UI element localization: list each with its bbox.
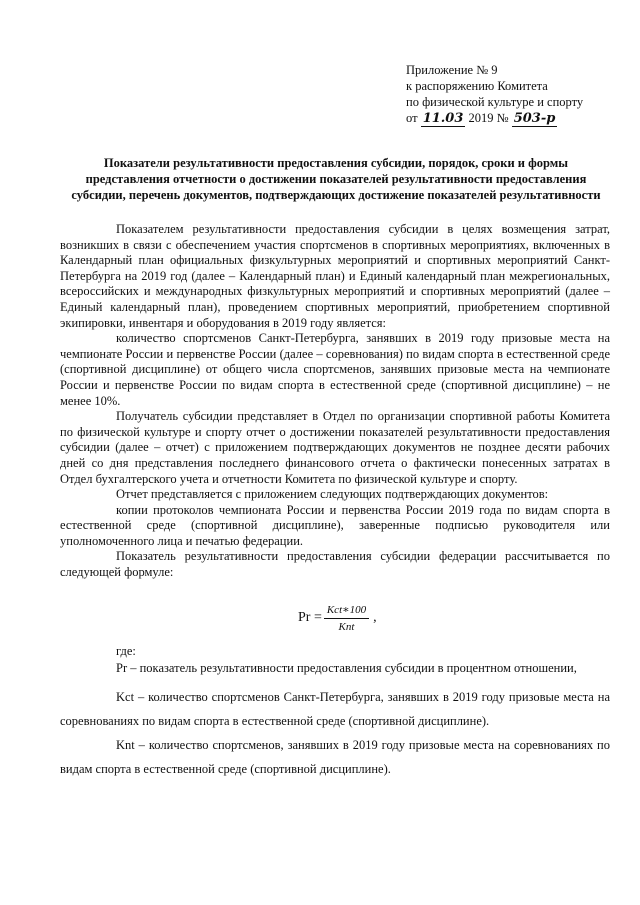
annex-header bbox=[406, 62, 606, 127]
definition-pr: Pr – показатель результативности предоставления субсидии в процентном отношении, bbox=[116, 661, 577, 675]
formula-numerator: Kct∗100 bbox=[324, 603, 369, 619]
definition-knt: Knt – количество спортсменов, занявших в 2019 году призовые места на соревнованиях по видам спорта в естественной среде (спортивной дисциплине). bbox=[60, 738, 610, 776]
formula-tail: , bbox=[373, 610, 377, 625]
document-title: Показатели результативности предоставления субсидии, порядок, сроки и формы представления отчетности о достижении показателей результативности предоставления субсидии, перечень документов, подтверждающих достижение показателей результативности bbox=[71, 156, 601, 202]
handwritten-date: 11.03 bbox=[422, 111, 464, 126]
paragraph-formula-intro: Показатель результативности предоставления субсидии федерации рассчитывается по следующей формуле: bbox=[60, 549, 610, 580]
paragraph-report: Получатель субсидии представляет в Отдел по организации спортивной работы Комитета по физической культуре и спорту отчет о достижении показателей результативности предоставления субсидии (далее – отчет) с приложением подтверждающих документов не позднее десяти рабочих дней со дня представления последнего финансового отчета о фактически понесенных затратах в Отдел бухгалтерского учета и отчетности Комитета по физической культуре и спорту. bbox=[60, 409, 610, 486]
formula bbox=[298, 598, 377, 638]
formula-lhs: Pr = bbox=[298, 610, 322, 625]
paragraph-indicator: Показателем результативности предоставления субсидии в целях возмещения затрат, возникших в связи с обеспечением участия спортсменов в спортивных мероприятиях, включенных в Календарный план официальных физкультурных мероприятий и спортивных мероприятий Санкт-Петербурга на 2019 год (далее – Календарный план) и Единый календарный план межрегиональных, всероссийских и международных физкультурных мероприятий и спортивных мероприятий (далее – Единый календарный план), проведением спортивных мероприятий, приобретением спортивной экипировки, инвентаря и оборудования в 2019 году является: bbox=[60, 222, 610, 330]
annex-order-line: к распоряжению Комитета bbox=[406, 79, 548, 93]
annex-date-prefix: от bbox=[406, 111, 418, 125]
paragraph-protocols: копии протоколов чемпионата России и первенства России 2019 года по видам спорта в естественной среде (спортивной дисциплине), заверенные подписью руководителя или уполномоченного лица и печатью федерации. bbox=[60, 502, 610, 548]
annex-committee-line: по физической культуре и спорту bbox=[406, 95, 584, 109]
paragraph-attachments: Отчет представляется с приложением следующих подтверждающих документов: bbox=[116, 487, 549, 502]
formula-denominator: Knt bbox=[338, 621, 355, 633]
definition-kct: Kct – количество спортсменов Санкт-Петербурга, занявших в 2019 году призовые места на соревнованиях по видам спорта в естественной среде (спортивной дисциплине). bbox=[60, 690, 610, 728]
formula-fraction bbox=[324, 603, 369, 633]
annex-year: 2019 № bbox=[468, 111, 509, 125]
annex-number: Приложение № 9 bbox=[406, 63, 498, 77]
handwritten-number: 503-р bbox=[513, 111, 556, 126]
document-body bbox=[60, 222, 610, 581]
paragraph-quantity: количество спортсменов Санкт-Петербурга, занявших в 2019 году призовые места на чемпионате России и первенстве России (далее – соревнования) по видам спорта в естественной среде (спортивной дисциплине) от общего числа спортсменов, занявших призовые места на чемпионате России и первенстве России по видам спорта в естественной среде (спортивной дисциплине) – не менее 10%. bbox=[60, 331, 610, 408]
where-label: где: bbox=[116, 644, 136, 658]
annex-date-line bbox=[406, 110, 606, 127]
